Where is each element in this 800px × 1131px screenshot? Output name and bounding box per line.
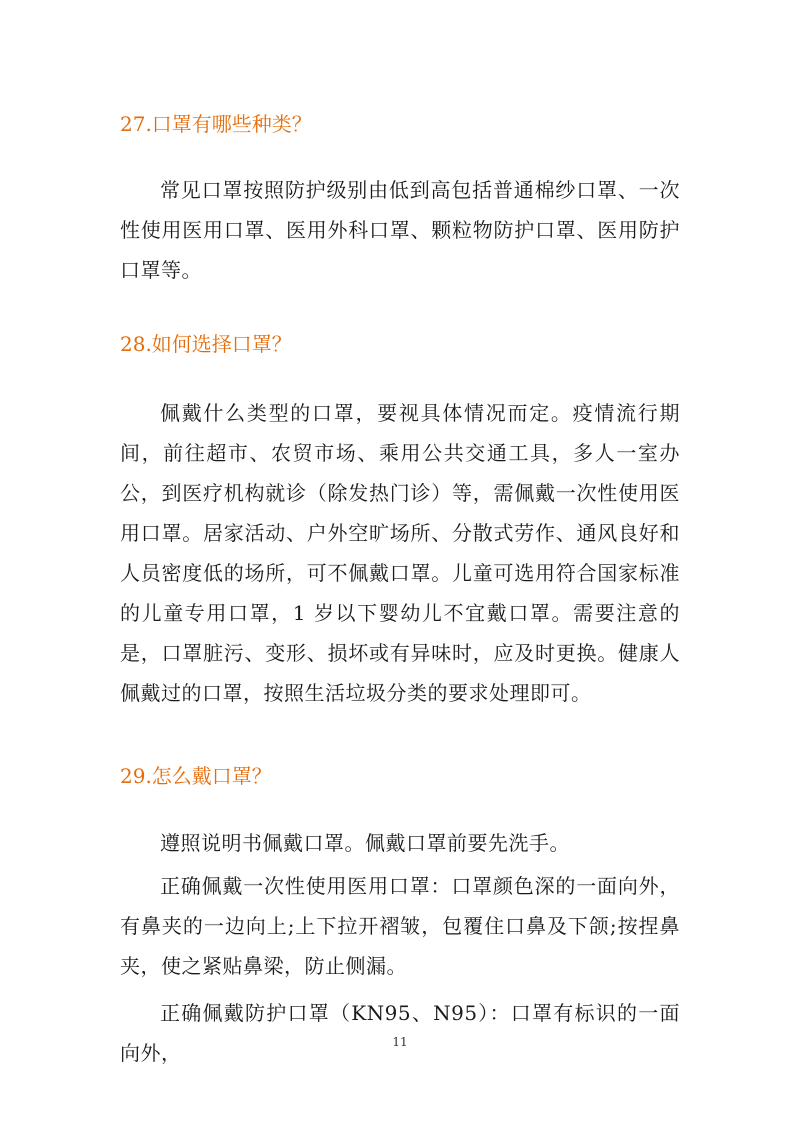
section-heading-28: 28.如何选择口罩？ [120, 332, 292, 356]
section-heading-29: 29.怎么戴口罩？ [120, 764, 272, 788]
section-28-paragraph-1: 佩戴什么类型的口罩，要视具体情况而定。疫情流行期间，前往超市、农贸市场、乘用公共交通工具，多人一室办公，到医疗机构就诊（除发热门诊）等，需佩戴一次性使用医用口罩。居家活动、户外空旷场所、分散式劳作、通风良好和人员密度低的场所，可不佩戴口罩。儿童可选用符合国家标准的儿童专用口罩，1 岁以下婴幼儿不宜戴口罩。需要注意的是，口罩脏污、变形、损坏或有异味时，应及时更换。健康人佩戴过的口罩，按照生活垃圾分类的要求处理即可。 [120, 401, 680, 705]
section-29-paragraph-3: 正确佩戴防护口罩（KN95、N95）：口罩有标识的一面向外， [120, 1001, 680, 1065]
section-27-paragraph-1: 常见口罩按照防护级别由低到高包括普通棉纱口罩、一次性使用医用口罩、医用外科口罩、颗粒物防护口罩、医用防护口罩等。 [120, 178, 680, 282]
section-29-paragraph-1: 遵照说明书佩戴口罩。佩戴口罩前要先洗手。 [160, 831, 570, 855]
section-29-paragraph-2: 正确佩戴一次性使用医用口罩：口罩颜色深的一面向外，有鼻夹的一边向上;上下拉开褶皱，包覆住口鼻及下颌;按捏鼻夹，使之紧贴鼻梁，防止侧漏。 [120, 874, 680, 978]
section-heading-27: 27.口罩有哪些种类？ [120, 112, 312, 136]
page-number: 11 [392, 1035, 408, 1049]
